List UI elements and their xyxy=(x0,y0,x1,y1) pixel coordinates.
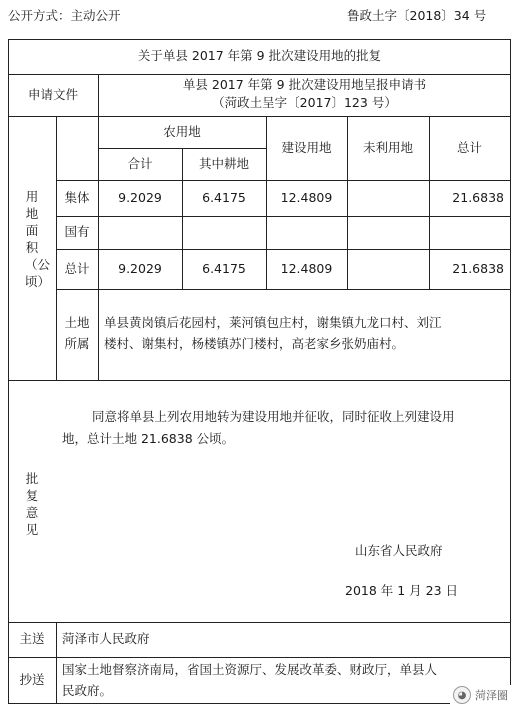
cell-farm-total: 9.2029 xyxy=(118,261,162,276)
cc-recipients-line2: 民政府。 xyxy=(62,683,113,698)
approval-label: 批复意见 xyxy=(25,471,39,537)
application-label: 申请文件 xyxy=(27,87,78,102)
row-label: 总计 xyxy=(64,261,90,276)
watermark xyxy=(450,685,511,705)
row-label: 集体 xyxy=(64,190,90,205)
header-cultivated: 其中耕地 xyxy=(198,156,249,171)
row-label: 国有 xyxy=(64,224,90,239)
approval-signatory: 山东省人民政府 xyxy=(355,543,443,558)
main-recipient-label: 主送 xyxy=(19,631,45,646)
cell-construction: 12.4809 xyxy=(280,190,333,205)
header-construction: 建设用地 xyxy=(281,140,332,155)
cell-cultivated: 6.4175 xyxy=(202,261,246,276)
ownership-label-1: 土地 xyxy=(64,315,90,330)
land-area-section-label: 用地面积（公顷） xyxy=(25,189,51,289)
header-unused: 未利用地 xyxy=(362,140,413,155)
document-title: 关于单县 2017 年第 9 批次建设用地的批复 xyxy=(137,48,382,63)
cell-cultivated: 6.4175 xyxy=(202,190,246,205)
header-grand-total: 总计 xyxy=(456,140,482,155)
header-farm-total: 合计 xyxy=(127,156,153,171)
approval-date: 2018 年 1 月 23 日 xyxy=(345,583,459,598)
main-recipient: 菏泽市人民政府 xyxy=(62,631,150,646)
watermark-text: 菏泽圈 xyxy=(475,689,508,702)
ownership-label-2: 所属 xyxy=(64,336,90,351)
cell-farm-total: 9.2029 xyxy=(118,190,162,205)
cell-construction: 12.4809 xyxy=(280,261,333,276)
ownership-villages-line2: 楼村、谢集村，杨楼镇苏门楼村，高老家乡张奶庙村。 xyxy=(104,336,405,351)
header-farmland: 农用地 xyxy=(163,124,201,139)
document-number: 鲁政土字〔2018〕34 号 xyxy=(347,8,487,23)
approval-text-line2: 地，总计土地 21.6838 公顷。 xyxy=(62,431,235,446)
wechat-icon: ◕ xyxy=(453,686,471,704)
disclosure-mode: 公开方式：主动公开 xyxy=(8,8,121,23)
cell-total: 21.6838 xyxy=(452,261,504,276)
cc-recipients-line1: 国家土地督察济南局，省国土资源厅、发展改革委、财政厅，单县人 xyxy=(62,662,438,677)
application-title: 单县 2017 年第 9 批次建设用地呈报申请书 xyxy=(182,77,427,92)
cc-label: 抄送 xyxy=(19,672,45,687)
ownership-villages-line1: 单县黄岗镇后花园村，莱河镇包庄村，谢集镇九龙口村、刘江 xyxy=(104,315,442,330)
application-ref: （菏政土呈字〔2017〕123 号） xyxy=(212,95,397,110)
approval-text-line1: 同意将单县上列农用地转为建设用地并征收，同时征收上列建设用 xyxy=(92,409,455,424)
cell-total: 21.6838 xyxy=(452,190,504,205)
